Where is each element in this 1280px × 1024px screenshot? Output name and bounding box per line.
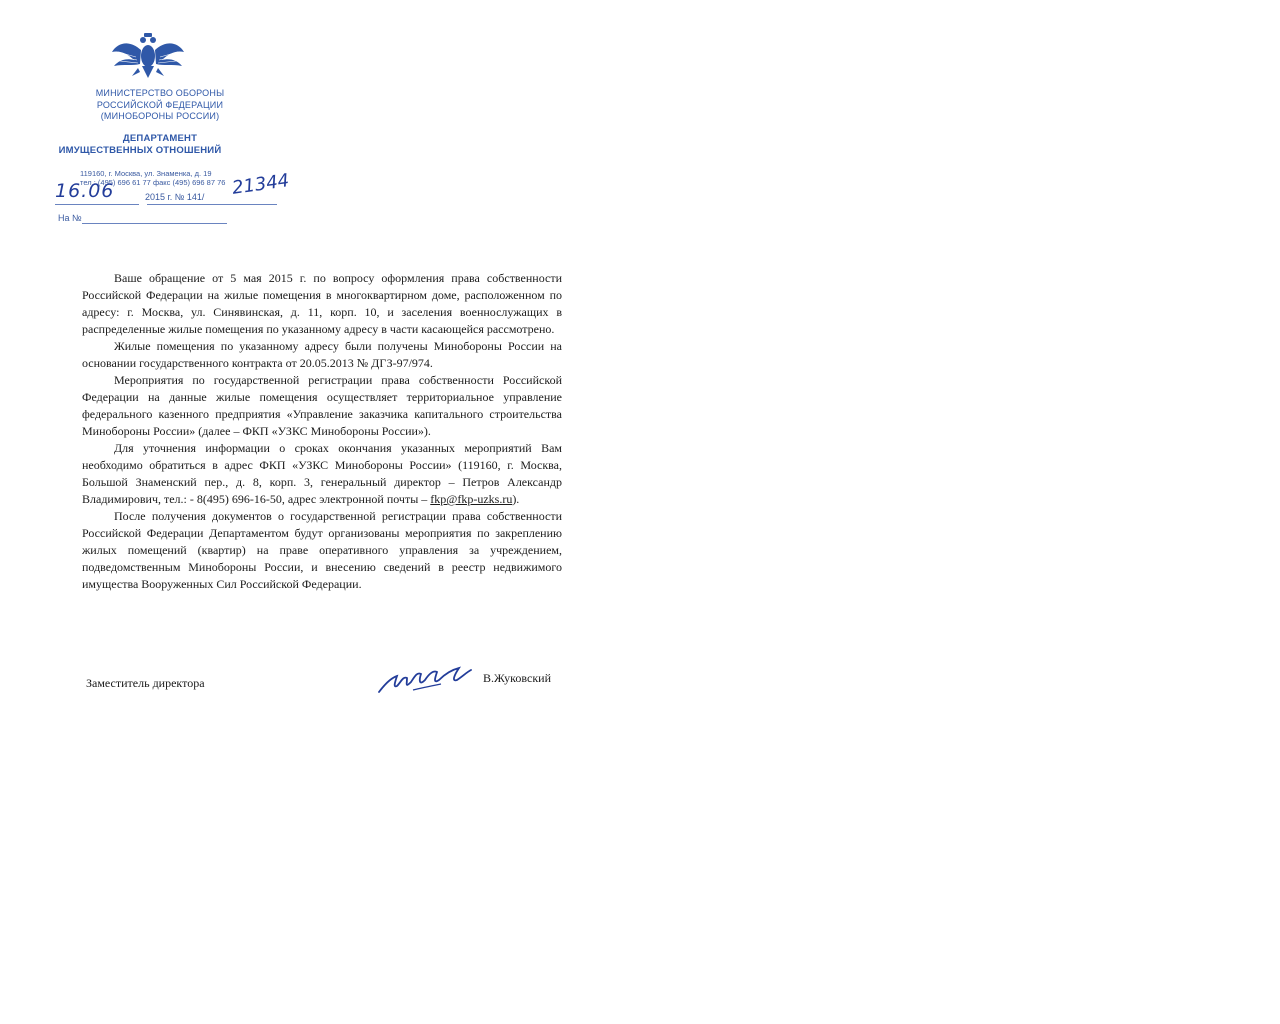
date-underline: [55, 204, 139, 205]
handwritten-number: 21344: [230, 170, 291, 199]
double-headed-eagle-icon: [110, 30, 186, 80]
email-link[interactable]: fkp@fkp-uzks.ru: [430, 492, 513, 506]
ministry-name-line3: (МИНОБОРОНЫ РОССИИ): [100, 111, 220, 121]
signatory-title: Заместитель директора: [86, 676, 205, 690]
handwritten-signature: [375, 662, 475, 698]
paragraph-5: После получения документов о государственной регистрации права собственности Российской Федерации Департаментом будут организованы мероприятия по закреплению жилых помещений (квартир) на праве оперативного управления за учреждением, подведомственным Минобороны России, и внесению сведений в реестр недвижимого имущества Вооруженных Сил Российской Федерации.: [82, 509, 562, 591]
reference-underline: [82, 223, 227, 224]
number-underline: [147, 204, 277, 205]
ministry-name-line2: РОССИЙСКОЙ ФЕДЕРАЦИИ: [96, 100, 224, 110]
printed-year-number: 2015 г. № 141/: [145, 192, 205, 202]
paragraph-1: Ваше обращение от 5 мая 2015 г. по вопросу оформления права собственности Российской Федерации на жилые помещения в многоквартирном доме, расположенном по адресу: г. Москва, ул. Синявинская, д. 11, корп. 10, и заселения военнослужащих в распределенные жилые помещения по указанному адресу в части касающейся рассмотрено.: [82, 271, 562, 336]
department-name-line1: ДЕПАРТАМЕНТ: [122, 133, 198, 144]
ministry-name-line1: МИНИСТЕРСТВО ОБОРОНЫ: [95, 88, 225, 98]
address-line2: тел.: (495) 696 61 77 факс (495) 696 87 76: [80, 178, 226, 187]
department-name-line2: ИМУЩЕСТВЕННЫХ ОТНОШЕНИЙ: [58, 145, 222, 156]
handwritten-date: 16.06: [55, 180, 115, 202]
paragraph-4-end: ).: [512, 492, 520, 506]
paragraph-3: Мероприятия по государственной регистрации права собственности Российской Федерации на данные жилые помещения осуществляет территориальное управление федерального казенного предприятия «Управление заказчика капитального строительства Минобороны России» (далее – ФКП «УЗКС Минобороны России»).: [82, 373, 562, 438]
signatory-name: В.Жуковский: [483, 671, 551, 685]
paragraph-4: [82, 440, 562, 508]
paragraph-2: Жилые помещения по указанному адресу были получены Минобороны России на основании государственного контракта от 20.05.2013 № ДГЗ-97/974.: [82, 339, 562, 370]
reference-label: На №: [58, 213, 82, 223]
paragraph-4-text: Для уточнения информации о сроках окончания указанных мероприятий Вам необходимо обратиться в адрес ФКП «УЗКС Минобороны России» (119160, г. Москва, Большой Знаменский пер., д. 8, корп. 3, генеральный директор – Петров Александр Владимирович, тел.: - 8(495) 696-16-50, адрес электронной почты –: [82, 441, 562, 506]
letter-body: [82, 270, 562, 593]
address-line1: 119160, г. Москва, ул. Знаменка, д. 19: [80, 169, 212, 178]
